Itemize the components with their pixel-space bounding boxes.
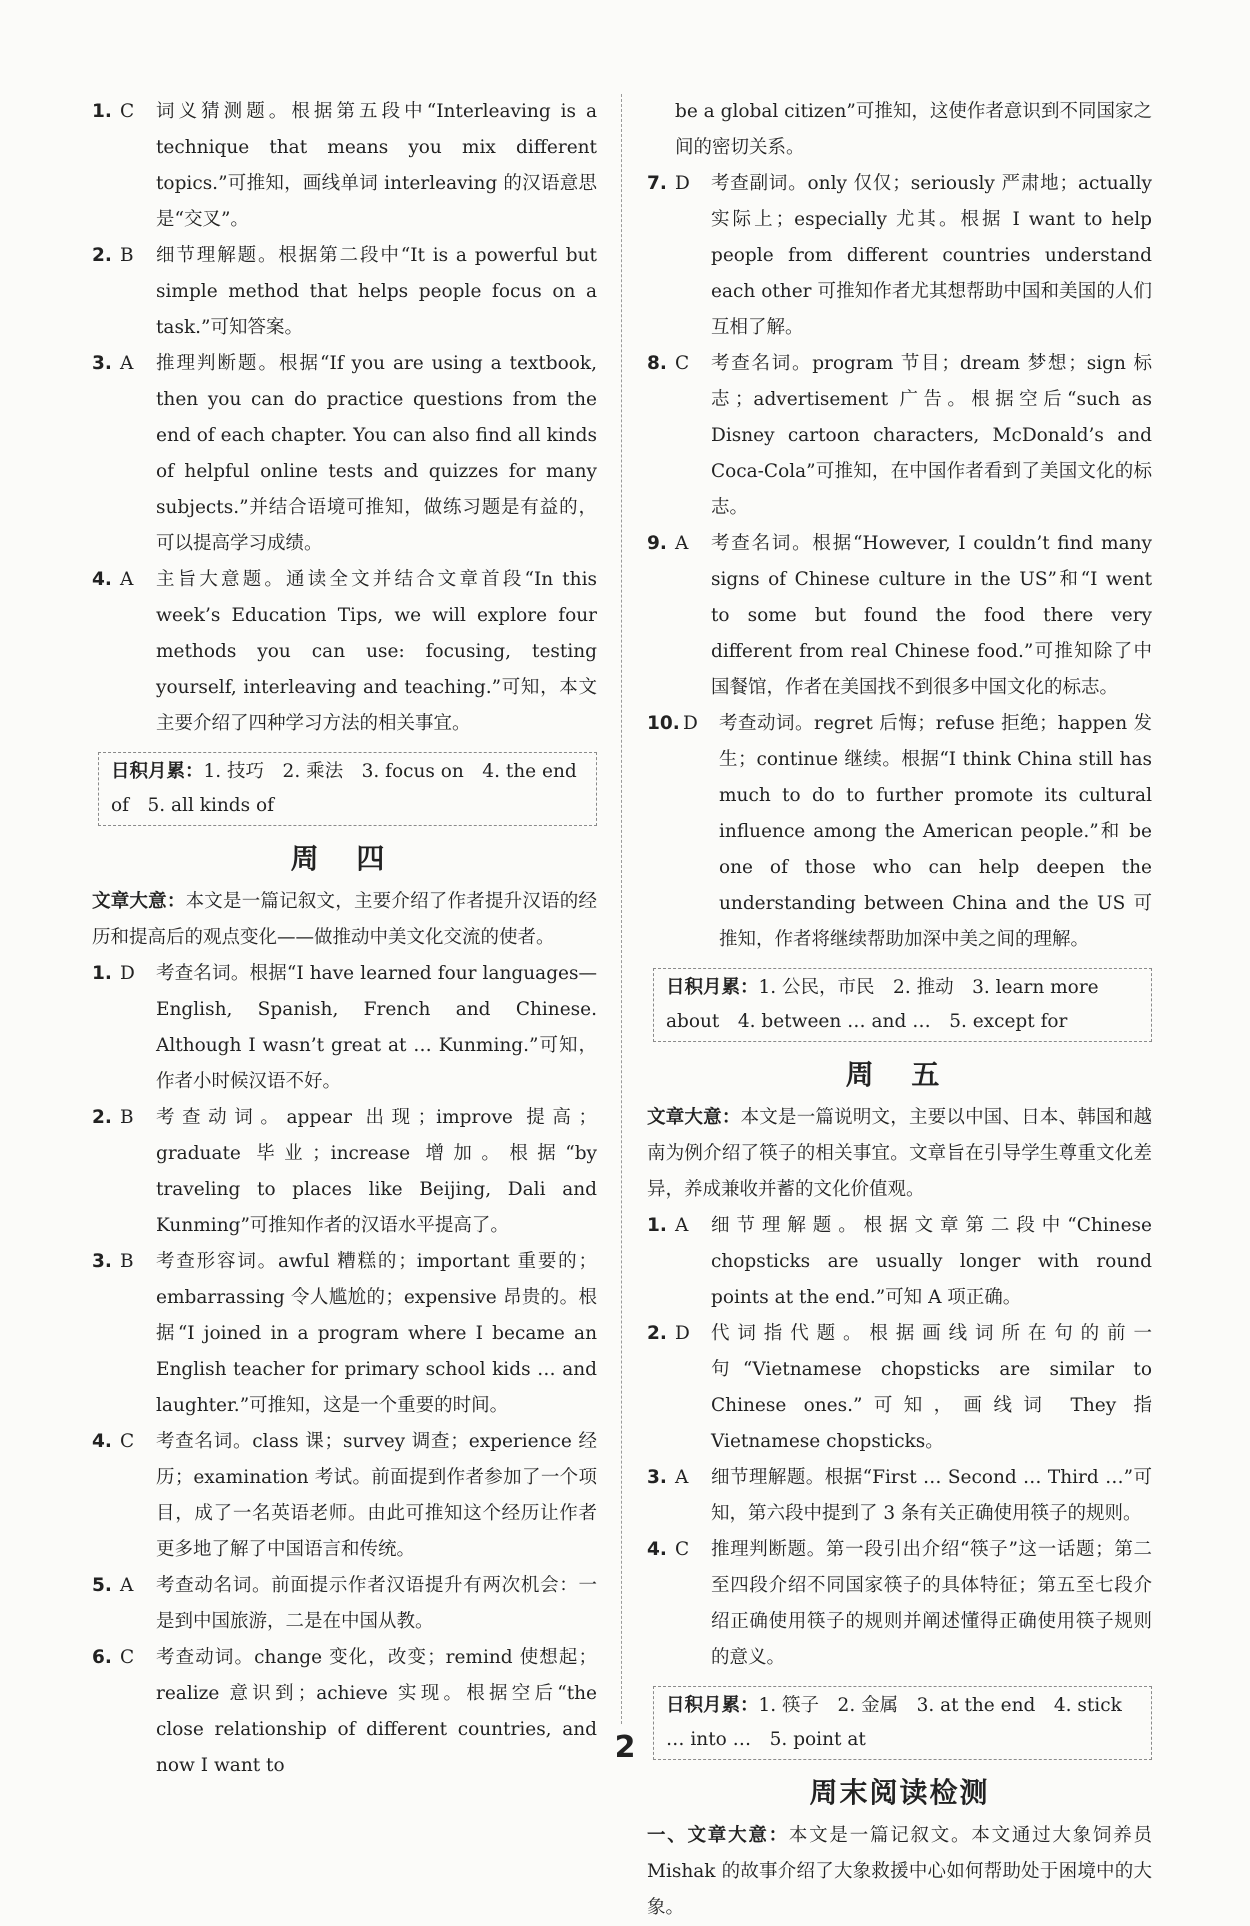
item-answer: D (120, 963, 135, 984)
item-explanation: 考查形容词。awful 糟糕的；important 重要的；embarrassing 令人尴尬的；expensive 昂贵的。根据“I joined in a program where I became an English teacher for primary school kids … and laughter.”可推知，这是一个重要的时间。 (156, 1251, 597, 1416)
vocabulary-box-text: 1. 公民，市民 2. 推动 3. learn more about 4. between … and … 5. except for (666, 977, 1099, 1032)
item-number: 8. (647, 353, 667, 374)
item-explanation: 推理判断题。第一段引出介绍“筷子”这一话题；第二至四段介绍不同国家筷子的具体特征；第五至七段介绍正确使用筷子的规则并阐述懂得正确使用筷子规则的意义。 (711, 1539, 1152, 1668)
item-explanation: 细节理解题。根据“First … Second … Third …”可知，第六段中提到了 3 条有关正确使用筷子的规则。 (711, 1467, 1152, 1524)
item-number: 4. (92, 569, 112, 590)
item-number: 9. (647, 533, 667, 554)
item-answer: B (120, 1251, 134, 1272)
item-number: 1. (92, 101, 112, 122)
item-answer: A (120, 569, 134, 590)
item-explanation: 考查名词。program 节目；dream 梦想；sign 标志；advertisement 广告。根据空后“such as Disney cartoon characters, McDonald’s and Coca-Cola”可推知，在中国作者看到了美国文化的标志。 (711, 353, 1152, 518)
item-answer: C (120, 1431, 135, 1452)
summary-text: 本文是一篇记叙文，主要介绍了作者提升汉语的经历和提高后的观点变化——做推动中美文化交流的使者。 (92, 891, 597, 948)
section-heading-weekend: 周末阅读检测 (809, 1776, 990, 1809)
answer-item (647, 1532, 1152, 1676)
item-answer: D (683, 713, 698, 734)
answer-item (92, 1424, 597, 1568)
item-continuation: be a global citizen”可推知，这使作者意识到不同国家之间的密切关系。 (675, 101, 1152, 158)
item-explanation: 考查动词。regret 后悔；refuse 拒绝；happen 发生；continue 继续。根据“I think China still has much to do to further promote its cultural influence among the American people.”和 be one of those who can help deepen the understanding between China and the US 可推知，作者将继续帮助加深中美之间的理解。 (719, 713, 1152, 950)
item-answer: A (675, 1215, 689, 1236)
summary-text: 本文是一篇说明文，主要以中国、日本、韩国和越南为例介绍了筷子的相关事宜。文章旨在引导学生尊重文化差异，养成兼收并蓄的文化价值观。 (647, 1107, 1152, 1200)
item-answer: D (675, 173, 690, 194)
answer-item (647, 1316, 1152, 1460)
item-number: 2. (647, 1323, 667, 1344)
answer-item (92, 562, 597, 742)
item-number: 10. (647, 713, 680, 734)
item-number: 4. (647, 1539, 667, 1560)
item-answer: C (675, 353, 690, 374)
summary-label: 文章大意： (92, 891, 186, 912)
answer-item (647, 346, 1152, 526)
item-explanation: 考查名词。根据“However, I couldn’t find many signs of Chinese culture in the US”和“I went to some but found the food there very different from real Chinese food.”可推知除了中国餐馆，作者在美国找不到很多中国文化的标志。 (711, 533, 1152, 698)
item-explanation: 主旨大意题。通读全文并结合文章首段“In this week’s Education Tips, we will explore four methods you can use: focusing, testing yourself, interleaving and teaching.”可知，本文主要介绍了四种学习方法的相关事宜。 (156, 569, 597, 734)
section-heading-thursday: 周 四 (290, 842, 399, 875)
answer-item (92, 1100, 597, 1244)
summary-label: 一、文章大意： (647, 1825, 789, 1846)
item-number: 2. (92, 245, 112, 266)
vocabulary-box-label: 日积月累： (111, 761, 204, 782)
item-explanation: 细节理解题。根据第二段中“It is a powerful but simple method that helps people focus on a task.”可知答案。 (156, 245, 597, 338)
item-explanation: 词义猜测题。根据第五段中“Interleaving is a technique that means you mix different topics.”可推知，画线单词 interleaving 的汉语意思是“交叉”。 (156, 101, 597, 230)
item-answer: A (675, 1467, 689, 1488)
item-number: 7. (647, 173, 667, 194)
answer-item (92, 956, 597, 1100)
item-number: 3. (92, 353, 112, 374)
item-explanation: 代词指代题。根据画线词所在句的前一句“Vietnamese chopsticks are similar to Chinese ones.”可知，画线词 They 指 Vietnamese chopsticks。 (711, 1323, 1152, 1452)
item-answer: A (120, 353, 134, 374)
answer-item (647, 706, 1152, 958)
summary-text: 本文是一篇记叙文。本文通过大象饲养员 Mishak 的故事介绍了大象救援中心如何帮助处于困境中的大象。 (647, 1825, 1152, 1918)
item-explanation: 考查动名词。前面提示作者汉语提升有两次机会：一是到中国旅游，二是在中国从教。 (156, 1575, 597, 1632)
item-answer: A (120, 1575, 134, 1596)
page-number: 2 (614, 1730, 636, 1765)
answer-item (647, 166, 1152, 346)
item-answer: C (120, 1647, 135, 1668)
article-summary (647, 1818, 1152, 1926)
answer-item (647, 1460, 1152, 1532)
section-heading-friday: 周 五 (845, 1058, 954, 1091)
vocabulary-box (653, 968, 1152, 1042)
item-number: 6. (92, 1647, 112, 1668)
item-answer: B (120, 245, 134, 266)
item-explanation: 考查动词。change 变化，改变；remind 使想起；realize 意识到；achieve 实现。根据空后“the close relationship of different countries, and now I want to (156, 1647, 597, 1776)
item-explanation: 细节理解题。根据文章第二段中“Chinese chopsticks are usually longer with round points at the end.”可知 A 项正确。 (711, 1215, 1152, 1308)
item-number: 4. (92, 1431, 112, 1452)
item-number: 2. (92, 1107, 112, 1128)
answer-item (92, 346, 597, 562)
item-answer: B (120, 1107, 134, 1128)
answer-item (92, 1568, 597, 1640)
answer-item (92, 238, 597, 346)
item-explanation: 考查动词。appear 出现；improve 提高；graduate 毕业；increase 增加。根据“by traveling to places like Beijing, Dali and Kunming”可推知作者的汉语水平提高了。 (156, 1107, 597, 1236)
vocabulary-box (98, 752, 597, 826)
item-explanation: 考查副词。only 仅仅；seriously 严肃地；actually 实际上；especially 尤其。根据 I want to help people from different countries understand each other 可推知作者尤其想帮助中国和美国的人们互相了解。 (711, 173, 1152, 338)
answer-item (92, 1244, 597, 1424)
article-summary (92, 884, 597, 956)
item-answer: C (675, 1539, 690, 1560)
item-number: 5. (92, 1575, 112, 1596)
answer-item (647, 1208, 1152, 1316)
answer-item (92, 94, 597, 238)
item-answer: D (675, 1323, 690, 1344)
item-explanation: 考查名词。根据“I have learned four languages—English, Spanish, French and Chinese. Although I wasn’t great at … Kunming.”可知，作者小时候汉语不好。 (156, 963, 597, 1092)
left-column (92, 94, 597, 1784)
vocabulary-box-text: 1. 筷子 2. 金属 3. at the end 4. stick … into … 5. point at (666, 1695, 1122, 1750)
vocabulary-box-label: 日积月累： (666, 977, 759, 998)
item-answer: A (675, 533, 689, 554)
item-number: 3. (647, 1467, 667, 1488)
item-number: 1. (647, 1215, 667, 1236)
item-explanation: 考查名词。class 课；survey 调查；experience 经历；examination 考试。前面提到作者参加了一个项目，成了一名英语老师。由此可推知这个经历让作者更多地了解了中国语言和传统。 (156, 1431, 597, 1560)
vocabulary-box-text: 1. 技巧 2. 乘法 3. focus on 4. the end of 5. all kinds of (111, 761, 577, 816)
right-column (647, 94, 1152, 1926)
vocabulary-box-label: 日积月累： (666, 1695, 759, 1716)
item-explanation: 推理判断题。根据“If you are using a textbook, then you can do practice questions from the end of each chapter. You can also find all kinds of helpful online tests and quizzes for many subjects.”并结合语境可推知，做练习题是有益的，可以提高学习成绩。 (156, 353, 597, 554)
article-summary (647, 1100, 1152, 1208)
item-answer: C (120, 101, 135, 122)
summary-label: 文章大意： (647, 1107, 741, 1128)
column-divider (621, 94, 622, 1724)
answer-item (647, 526, 1152, 706)
item-number: 1. (92, 963, 112, 984)
item-number: 3. (92, 1251, 112, 1272)
